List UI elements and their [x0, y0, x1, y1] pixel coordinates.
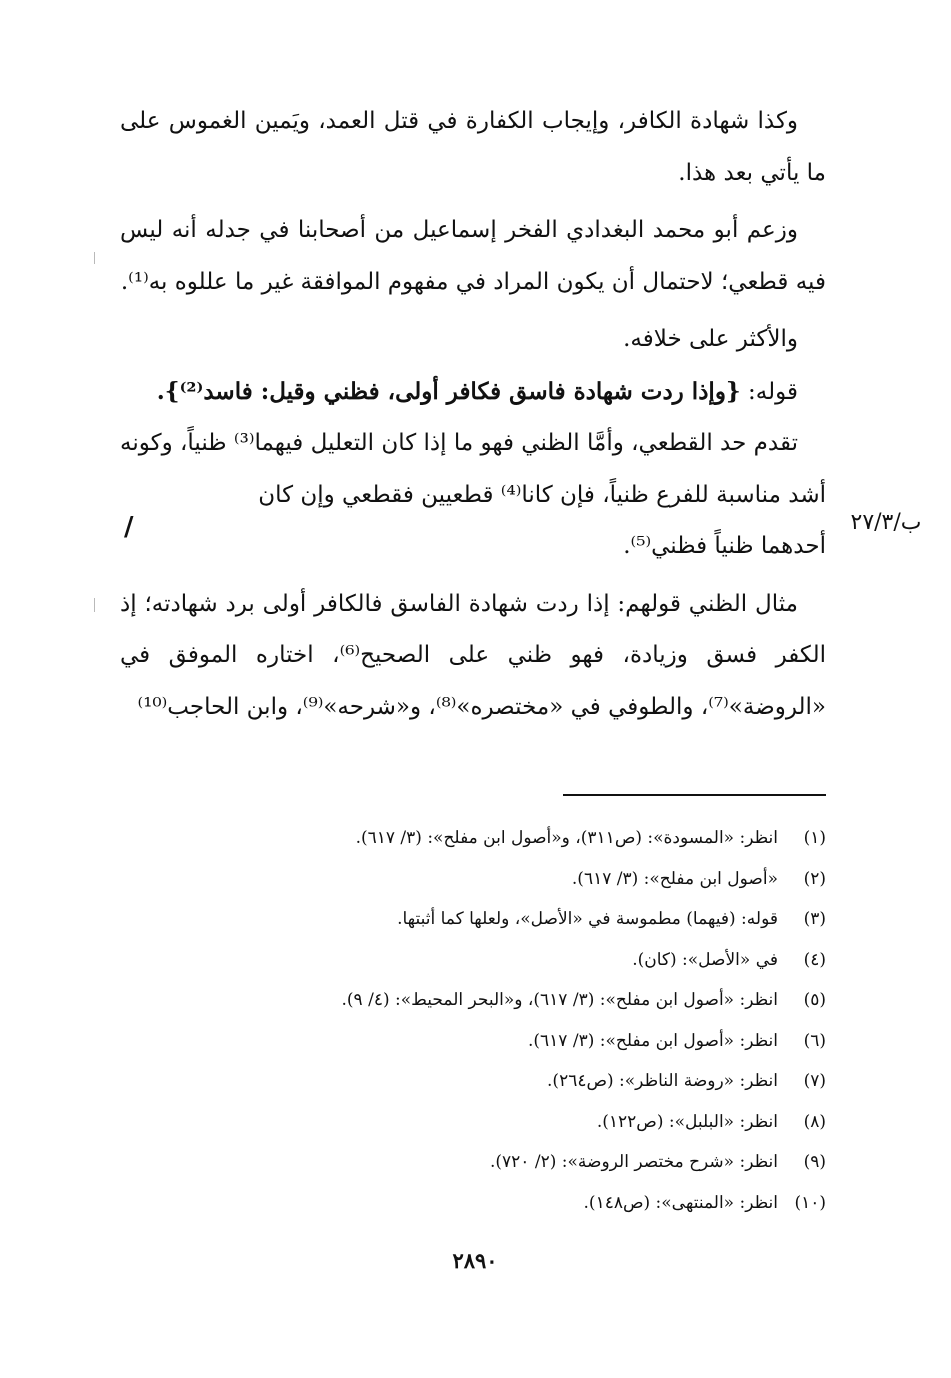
footnote-text: قوله: (فيهما) مطموسة في «الأصل»، ولعلها كما أثبتها.	[397, 909, 778, 929]
footnote-text: انظر: «البلبل»: (ص١٢٢).	[596, 1111, 778, 1132]
manuscript-folio-marker	[836, 508, 936, 538]
footnote-text: في «الأصل»: (كان).	[632, 949, 778, 970]
footnote-text: «أصول ابن مفلح»: (٣/ ٦١٧).	[571, 868, 778, 889]
paragraph-1: وكذا شهادة الكافر، وإيجاب الكفارة في قتل العمد، ويَمين الغموس على ما يأتي بعد هذا.	[120, 108, 826, 186]
footnote-separator	[563, 794, 826, 796]
footnote-number: (٢)	[803, 868, 826, 889]
footnote-7	[200, 1061, 826, 1102]
footnote-text: انظر: «أصول ابن مفلح»: (٣/ ٦١٧).	[527, 1030, 778, 1051]
paragraph-2: وزعم أبو محمد البغدادي الفخر إسماعيل من أصحابنا في جدله أنه ليس فيه قطعي؛ لاحتمال أن يكون المراد في مفهوم الموافقة غير ما عللوه به⁽¹⁾.	[120, 217, 826, 295]
footnote-text: انظر: «روضة الناظر»: (ص٢٦٤).	[547, 1071, 778, 1091]
folio-label: ب/٢٧/٣	[850, 510, 922, 535]
footnote-text: انظر: «أصول ابن مفلح»: (٣/ ٦١٧)، و«البحر المحيط»: (٤/ ٩).	[341, 990, 778, 1010]
footnote-number: (٨)	[803, 1111, 826, 1132]
footnote-number: (٦)	[803, 1030, 826, 1051]
scan-artifact-mark	[94, 252, 95, 264]
footnote-6	[200, 1021, 826, 1062]
footnote-3	[200, 899, 826, 940]
paragraph-5-continuation: أحدهما ظنياً فظني⁽⁵⁾.	[623, 533, 826, 559]
footnote-text: انظر: «شرح مختصر الروضة»: (٢/ ٧٢٠).	[490, 1152, 778, 1172]
page-number: ٢٨٩٠	[452, 1248, 498, 1273]
footnote-text: انظر: «المنتهى»: (ص١٤٨).	[583, 1192, 778, 1213]
paragraph-3: والأكثر على خلافه.	[623, 326, 798, 352]
footnote-5	[200, 980, 826, 1021]
quote-prefix: قوله:	[748, 378, 798, 405]
footnote-number: (٧)	[803, 1071, 826, 1091]
footnote-10	[200, 1183, 826, 1224]
footnote-text: انظر: «المسودة»: (ص٣١١)، و«أصول ابن مفلح»: (٣/ ٦١٧).	[355, 828, 778, 848]
footnote-number: (٤)	[803, 949, 826, 970]
footnote-4	[200, 940, 826, 981]
footnote-9	[200, 1142, 826, 1183]
footnote-1	[200, 818, 826, 859]
quoted-matn: {وإذا ردت شهادة فاسق فكافر أولى، فظني وقيل: فاسد⁽²⁾}.	[156, 377, 741, 405]
footnote-number: (٣)	[803, 909, 826, 929]
footnote-8	[200, 1102, 826, 1143]
footnote-number: (١٠)	[794, 1192, 826, 1213]
main-text	[120, 96, 826, 733]
footnote-number: (١)	[803, 828, 826, 848]
footnote-number: (٩)	[803, 1152, 826, 1172]
footnote-number: (٥)	[803, 990, 826, 1010]
folio-break-slash: /	[124, 512, 134, 542]
scan-artifact-mark	[94, 598, 95, 612]
paragraph-5: تقدم حد القطعي، وأمَّا الظني فهو ما إذا كان التعليل فيهما⁽³⁾ ظنياً، وكونه أشد مناسبة للفرع ظنياً، فإن كانا⁽⁴⁾ قطعيين فقطعي وإن كان	[120, 430, 826, 508]
footnotes	[200, 818, 826, 1223]
footnote-2	[200, 859, 826, 900]
paragraph-6: مثال الظني قولهم: إذا ردت شهادة الفاسق فالكافر أولى برد شهادته؛ إذ الكفر فسق وزيادة، فهو ظني على الصحيح⁽⁶⁾، اختاره الموفق في «الروضة»⁽⁷⁾، والطوفي في «مختصره»⁽⁸⁾، و«شرحه»⁽⁹⁾، وابن الحاجب⁽¹⁰⁾	[120, 590, 826, 720]
paragraph-4	[120, 366, 826, 419]
